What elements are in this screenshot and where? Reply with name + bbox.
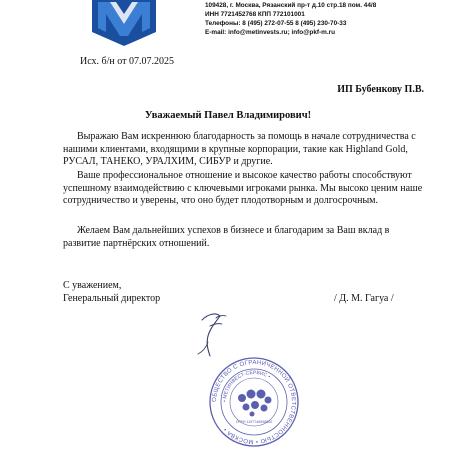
company-seal-icon [208, 356, 300, 448]
letter-greeting: Уважаемый Павел Владимирович! [144, 110, 312, 121]
letterhead-phones: Телефоны: 8 (495) 272-07-55 8 (495) 230-70-33 [205, 20, 347, 27]
letter-paragraph-wishes: Желаем Вам дальнейших успехов в бизнесе и благодарим за Ваш вклад в развитие партнёрских отношений. [63, 225, 390, 249]
seal-inner-text: • МЕТИНВЕСТ-СЕРВИС • [221, 369, 272, 403]
letterhead-email: E-mail: info@metinvests.ru; info@pkf-m.ru [205, 29, 335, 36]
outgoing-reference: Исх. б/н от 07.07.2025 [80, 56, 174, 67]
letter-paragraph-cooperation: Ваше профессиональное отношение и высокое качество работы способствуют успешному взаимодействию с ключевыми игроками рынка. Мы высоко ценим наше сотрудничество и уверены, что оно будет плодотворным и долгосрочным. [63, 170, 423, 206]
letterhead-tax-ids: ИНН 7721452768 КПП 772101001 [205, 11, 305, 18]
letterhead-address: 109428, г. Москва, Рязанский пр-т д.10 стр.18 пом. 44/8 [205, 2, 377, 9]
addressee: ИП Бубенкову П.В. [337, 84, 424, 95]
signatory-name: / Д. М. Гагуа / [334, 293, 394, 304]
signature-icon [186, 306, 242, 360]
seal-ogrn: ОГРН 1197746598800 [235, 420, 273, 424]
seal-outer-text: ОБЩЕСТВО С ОГРАНИЧЕННОЙ ОТВЕТСТВЕННОСТЬЮ • МОСКВА • [211, 359, 297, 445]
letter-closing: С уважением, [63, 280, 122, 291]
company-logo-icon [88, 0, 160, 46]
signatory-position: Генеральный директор [63, 293, 161, 304]
letter-paragraph-gratitude: Выражаю Вам искреннюю благодарность за помощь в начале сотрудничества с нашими клиентами, входящими в крупные корпорации, такие как Highland Gold, РУСАЛ, ТАНЕКО, УРАЛХИМ, СИБУР и другие. [63, 131, 416, 167]
